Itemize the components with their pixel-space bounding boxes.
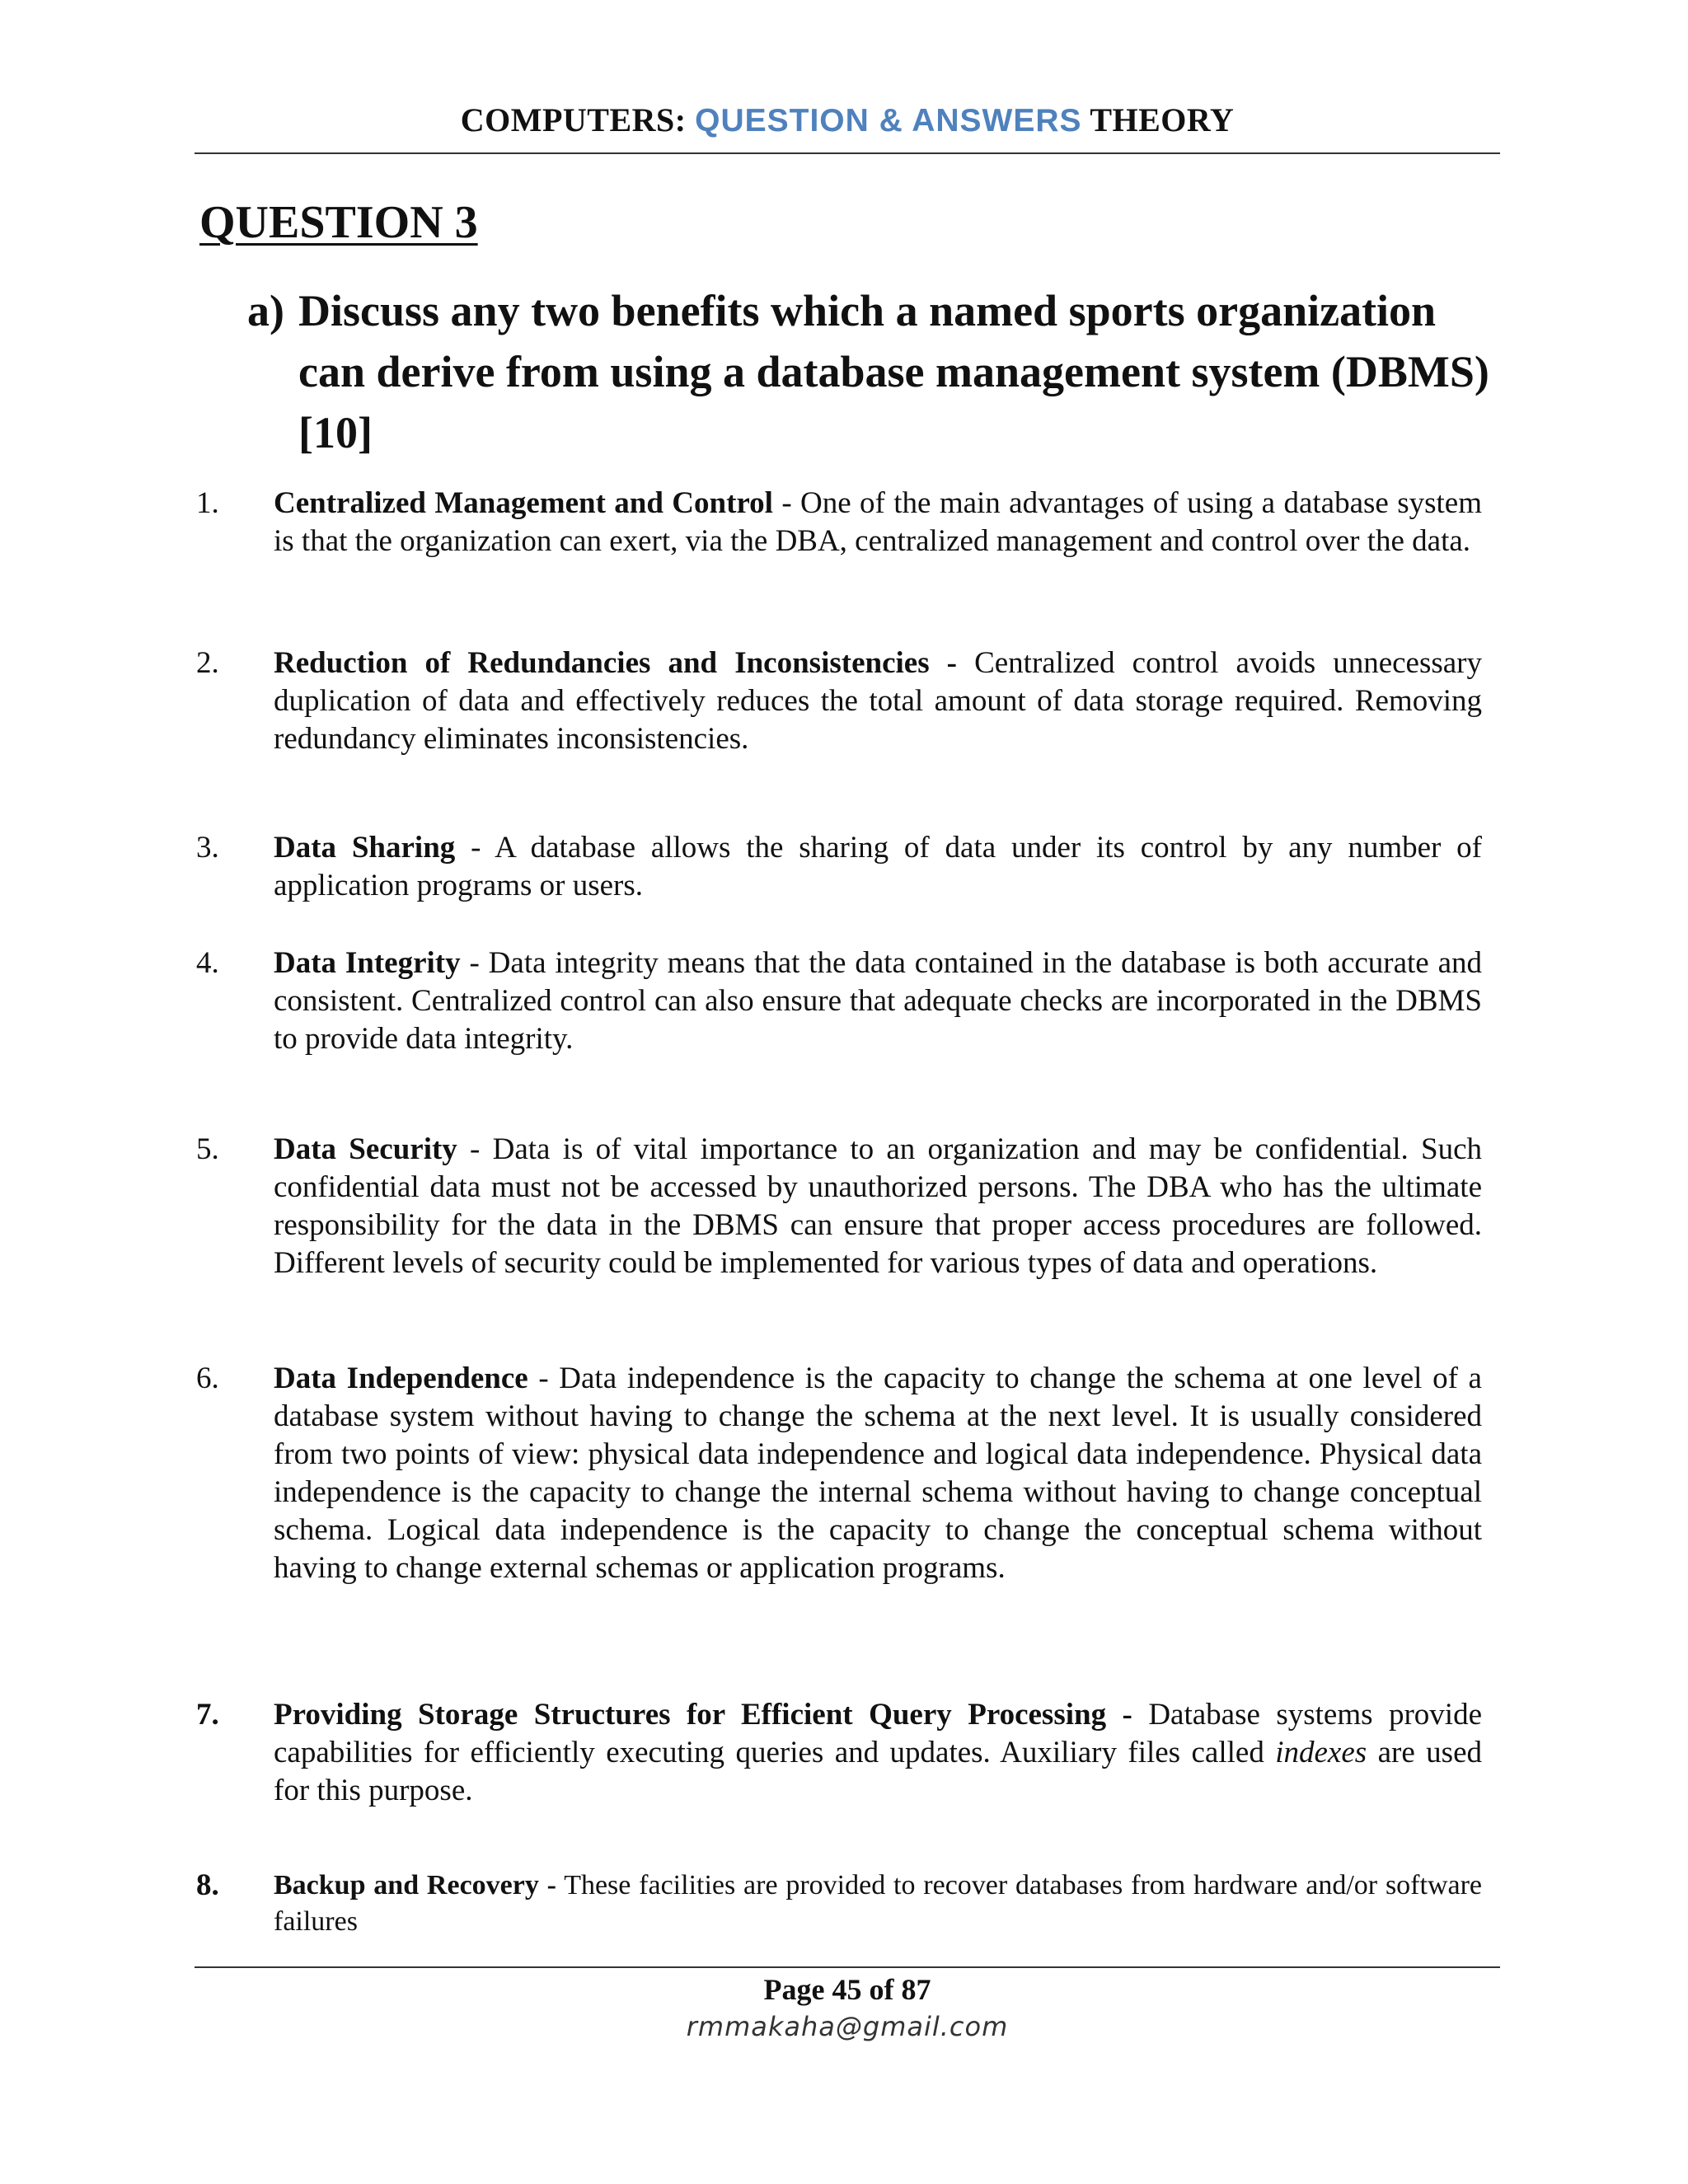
list-item [196, 1131, 1482, 1282]
item-body [274, 1131, 1482, 1282]
item-number: 3. [196, 831, 219, 865]
item-separator: - [457, 1132, 493, 1166]
item-separator: - [772, 486, 801, 520]
item-heading: Backup and Recovery - [274, 1870, 556, 1900]
item-body [274, 944, 1482, 1058]
item-number: 6. [196, 1361, 219, 1395]
item-body [274, 644, 1482, 758]
item-number: 8. [196, 1868, 219, 1902]
sub-question-letter: a) [247, 286, 284, 335]
header-subject: COMPUTERS [460, 101, 675, 138]
list-item [196, 829, 1482, 905]
footer-email: rmmakaha@gmail.com [686, 2011, 1009, 2042]
item-separator: - [460, 946, 489, 980]
item-body [274, 485, 1482, 560]
header-theory: THEORY [1090, 101, 1235, 138]
item-text: One of the main advantages of using a database system is that the organization can exert, via the DBA, centralized management and control over the data. [274, 486, 1482, 558]
page-header [195, 101, 1500, 139]
item-separator [957, 646, 974, 680]
question-title: QUESTION 3 [199, 197, 478, 248]
item-heading: Reduction of Redundancies and Inconsistencies - [274, 646, 957, 680]
item-text: A database allows the sharing of data under its control by any number of application programs or users. [274, 831, 1482, 902]
header-colon: : [674, 101, 687, 138]
item-text: Data is of vital importance to an organization and may be confidential. Such confidential data must not be accessed by unauthorized persons. The DBA who has the ultimate responsibility for the data in the DBMS can ensure that proper access procedures are followed. Different levels of security could be implemented for various types of data and operations. [274, 1132, 1482, 1280]
item-number: 7. [196, 1698, 219, 1732]
item-body [274, 1868, 1482, 1940]
item-body [274, 1696, 1482, 1810]
list-item [196, 1360, 1482, 1587]
item-heading: Providing Storage Structures for Efficient Query Processing - [274, 1698, 1132, 1732]
header-accent: QUESTION & ANSWERS [695, 103, 1082, 138]
item-number: 2. [196, 646, 219, 680]
sub-question [247, 280, 1500, 463]
item-body [274, 1360, 1482, 1587]
list-item [196, 644, 1482, 758]
item-text: These facilities are provided to recover databases from hardware and/or software failures [274, 1870, 1482, 1937]
item-number: 5. [196, 1132, 219, 1166]
item-separator [556, 1870, 564, 1900]
item-heading: Data Sharing [274, 831, 456, 865]
sub-question-text: Discuss any two benefits which a named sports organization can derive from using a database management system (DBMS) [10] [298, 286, 1489, 457]
item-separator: - [528, 1361, 560, 1395]
item-body [274, 829, 1482, 905]
item-text-italic: indexes [1275, 1736, 1367, 1769]
item-text: Centralized control avoids unnecessary duplication of data and effectively reduces the total amount of data storage required. Removing redundancy eliminates inconsistencies. [274, 646, 1483, 756]
footer-rule [195, 1966, 1500, 1968]
page-number: Page 45 of 87 [763, 1973, 931, 2006]
list-item [196, 1696, 1482, 1810]
list-item [196, 485, 1482, 560]
header-rule [195, 152, 1500, 154]
item-text: Data integrity means that the data contained in the database is both accurate and consistent. Centralized control can also ensure that adequate checks are incorporated in the DBMS to provide data integrity. [274, 946, 1483, 1056]
item-heading: Data Security [274, 1132, 457, 1166]
list-item [196, 944, 1482, 1058]
item-heading: Centralized Management and Control [274, 486, 773, 520]
item-text: Data independence is the capacity to change the schema at one level of a database system without having to change the schema at the next level. It is usually considered from two points of view: physical data independence and logical data independence. Physical data independence is the capacity to change the internal schema without having to change conceptual schema. Logical data independence is the capacity to change the conceptual schema without having to change external schemas or application programs. [274, 1361, 1482, 1585]
item-separator: - [455, 831, 495, 865]
item-text-end: are used for this purpose. [274, 1736, 1482, 1807]
item-text: Database systems provide capabilities for efficiently executing queries and updates. Auxiliary files called [274, 1698, 1483, 1769]
item-heading: Data Independence [274, 1361, 528, 1395]
item-number: 4. [196, 946, 219, 980]
item-heading: Data Integrity [274, 946, 461, 980]
list-item [196, 1868, 1482, 1940]
item-number: 1. [196, 486, 219, 520]
item-separator [1132, 1698, 1148, 1732]
